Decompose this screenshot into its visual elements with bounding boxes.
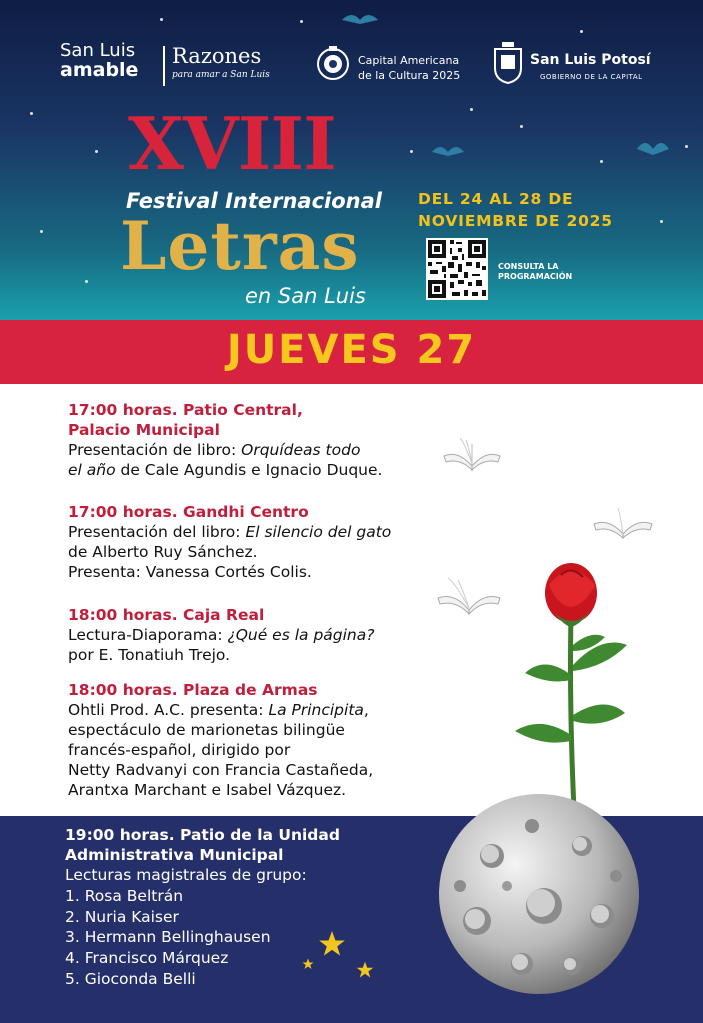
event-item xyxy=(68,680,478,800)
day-title: JUEVES 27 xyxy=(226,327,477,373)
festival-dates xyxy=(418,188,613,233)
logo-strip xyxy=(0,38,703,98)
event-line: Presentación de libro: Orquídeas todo xyxy=(68,441,361,459)
logo-razones-line2: para amar a San Luis xyxy=(172,70,270,80)
star-icon xyxy=(318,930,346,958)
festival-name: Letras xyxy=(120,207,360,285)
event-line: Presenta: Vanessa Cortés Colis. xyxy=(68,563,312,581)
edition-numeral: XVIII xyxy=(128,101,336,186)
poster-header xyxy=(0,0,703,320)
event-line: el año de Cale Agundis e Ignacio Duque. xyxy=(68,461,383,479)
star-icon xyxy=(356,961,374,979)
event-heading: 17:00 horas. Patio Central, xyxy=(68,401,303,419)
qr-code-icon[interactable] xyxy=(426,238,488,300)
event-item xyxy=(68,400,478,480)
reader-item: 2. Nuria Kaiser xyxy=(65,907,179,926)
logo-razones-line1: Razones xyxy=(172,44,262,68)
event-heading: 17:00 horas. Gandhi Centro xyxy=(68,503,309,521)
open-book-icon xyxy=(592,506,654,540)
reader-item: 5. Gioconda Belli xyxy=(65,969,196,988)
star-icon xyxy=(302,958,314,970)
event-line: espectáculo de marionetas bilingüe xyxy=(68,721,345,739)
event-item xyxy=(68,502,478,582)
event-line: Netty Radvanyi con Francia Castañeda, xyxy=(68,761,374,779)
flying-book-icon xyxy=(340,8,380,26)
logo-capital-line1: Capital Americana xyxy=(358,54,460,67)
event-line: Arantxa Marchant e Isabel Vázquez. xyxy=(68,781,347,799)
dates-line1: DEL 24 AL 28 DE xyxy=(418,190,574,208)
final-event-intro: Lecturas magistrales de grupo: xyxy=(65,866,307,884)
final-event-heading: Administrativa Municipal xyxy=(65,846,284,864)
logo-slp-line2: GOBIERNO DE LA CAPITAL xyxy=(540,73,643,81)
event-line: por E. Tonatiuh Trejo. xyxy=(68,646,231,664)
reader-item: 3. Hermann Bellinghausen xyxy=(65,928,271,947)
logo-san-luis-line1: San Luis xyxy=(60,40,136,61)
flying-book-icon xyxy=(430,140,466,158)
event-heading: 18:00 horas. Plaza de Armas xyxy=(68,681,318,699)
festival-place: en San Luis xyxy=(245,284,366,308)
qr-label-line1: CONSULTA LA xyxy=(498,262,559,271)
logo-capital-line2: de la Cultura 2025 xyxy=(358,69,461,82)
logo-razones xyxy=(172,46,270,80)
logo-san-luis-amable xyxy=(60,42,138,81)
festival-line: Festival Internacional xyxy=(126,189,382,213)
event-line: Ohtli Prod. A.C. presenta: La Principita, xyxy=(68,701,369,719)
shield-icon xyxy=(492,40,524,84)
moon-icon xyxy=(432,786,646,998)
logo-slp-line1: San Luis Potosí xyxy=(530,52,651,68)
logo-divider xyxy=(163,46,165,86)
event-heading: 18:00 horas. Caja Real xyxy=(68,606,265,624)
qr-label xyxy=(498,262,572,283)
open-book-icon xyxy=(436,574,502,618)
event-line: francés-español, dirigido por xyxy=(68,741,291,759)
event-heading: Palacio Municipal xyxy=(68,421,220,439)
final-event xyxy=(65,825,340,990)
flying-book-icon xyxy=(635,135,671,157)
final-event-heading: 19:00 horas. Patio de la Unidad xyxy=(65,826,340,844)
seal-icon xyxy=(316,42,350,86)
event-line: de Alberto Ruy Sánchez. xyxy=(68,543,258,561)
event-line: Lectura-Diaporama: ¿Qué es la página? xyxy=(68,626,375,644)
qr-label-line2: PROGRAMACIÓN xyxy=(498,272,573,282)
event-line: Presentación del libro: El silencio del gato xyxy=(68,523,392,541)
event-item xyxy=(68,605,478,665)
open-book-icon xyxy=(442,436,502,472)
logo-san-luis-line2: amable xyxy=(60,58,139,81)
dates-line2: NOVIEMBRE DE 2025 xyxy=(418,212,613,231)
reader-item: 4. Francisco Márquez xyxy=(65,949,229,968)
reader-item: 1. Rosa Beltrán xyxy=(65,886,184,905)
